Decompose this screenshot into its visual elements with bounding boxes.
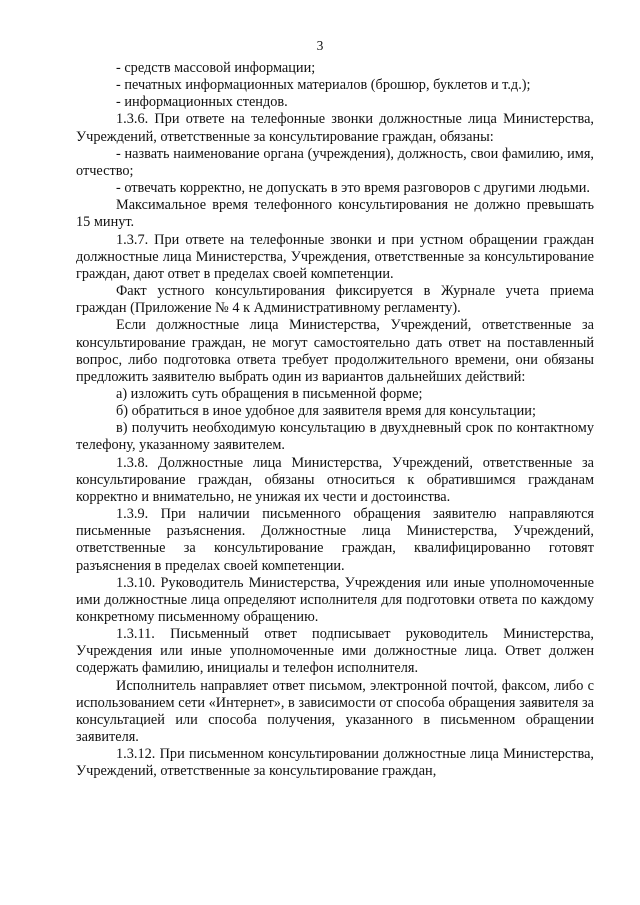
paragraph: - информационных стендов. <box>116 94 288 111</box>
paragraph: - печатных информационных материалов (брошюр, буклетов и т.д.); <box>116 77 531 94</box>
paragraph: Максимальное время телефонного консультирования не должно превышать 15 минут. <box>76 197 594 231</box>
paragraph: 1.3.8. Должностные лица Министерства, Учреждений, ответственные за консультирование граждан, обязаны относиться к обратившимся гражданам корректно и внимательно, не унижая их чести и достоинства. <box>76 454 594 505</box>
paragraph: - средств массовой информации; <box>116 60 316 76</box>
paragraph: - назвать наименование органа (учреждения), должность, свои фамилию, имя, отчество; <box>76 145 594 179</box>
paragraph: а) изложить суть обращения в письменной форме; <box>116 385 423 402</box>
paragraph: 1.3.11. Письменный ответ подписывает руководитель Министерства, Учреждения или иные уполномоченные ими должностные лица. Ответ должен содержать фамилию, инициалы и телефон исполнителя. <box>76 626 594 677</box>
paragraph: Исполнитель направляет ответ письмом, электронной почтой, факсом, либо с использованием сети «Интернет», в зависимости от способа обращения заявителя за консультацией или способа получения, указанного в письменном обращении заявителя. <box>76 677 594 746</box>
paragraph: в) получить необходимую консультацию в двухдневный срок по контактному телефону, указанному заявителем. <box>76 420 594 454</box>
paragraph: 1.3.6. При ответе на телефонные звонки должностные лица Министерства, Учреждений, ответственные за консультирование граждан, обязаны: <box>76 111 594 145</box>
paragraph: б) обратиться в иное удобное для заявителя время для консультации; <box>116 403 536 420</box>
page-number: 3 <box>316 38 324 53</box>
paragraph: Факт устного консультирования фиксируется в Журнале учета приема граждан (Приложение № 4 к Административному регламенту). <box>76 283 594 317</box>
paragraph: - отвечать корректно, не допускать в это время разговоров с другими людьми. <box>116 180 591 197</box>
document-body <box>76 60 594 781</box>
paragraph: 1.3.10. Руководитель Министерства, Учреждения или иные уполномоченные ими должностные лица определяют исполнителя для подготовки ответа по каждому конкретному письменному обращению. <box>76 574 594 625</box>
paragraph: Если должностные лица Министерства, Учреждений, ответственные за консультирование граждан, не могут самостоятельно дать ответ на поставленный вопрос, либо подготовка ответа требует продолжительного времени, они обязаны предложить заявителю выбрать один из вариантов дальнейших действий: <box>76 317 594 385</box>
paragraph: 1.3.9. При наличии письменного обращения заявителю направляются письменные разъяснения. Должностные лица Министерства, Учреждений, ответственные за консультирование граждан, квалифицированно готовят разъяснения в пределах своей компетенции. <box>76 506 594 574</box>
paragraph: 1.3.12. При письменном консультировании должностные лица Министерства, Учреждений, ответственные за консультирование граждан, <box>76 746 594 780</box>
paragraph: 1.3.7. При ответе на телефонные звонки и при устном обращении граждан должностные лица Министерства, Учреждения, ответственные за консультирование граждан, дают ответ в пределах своей компетенции. <box>76 231 594 282</box>
